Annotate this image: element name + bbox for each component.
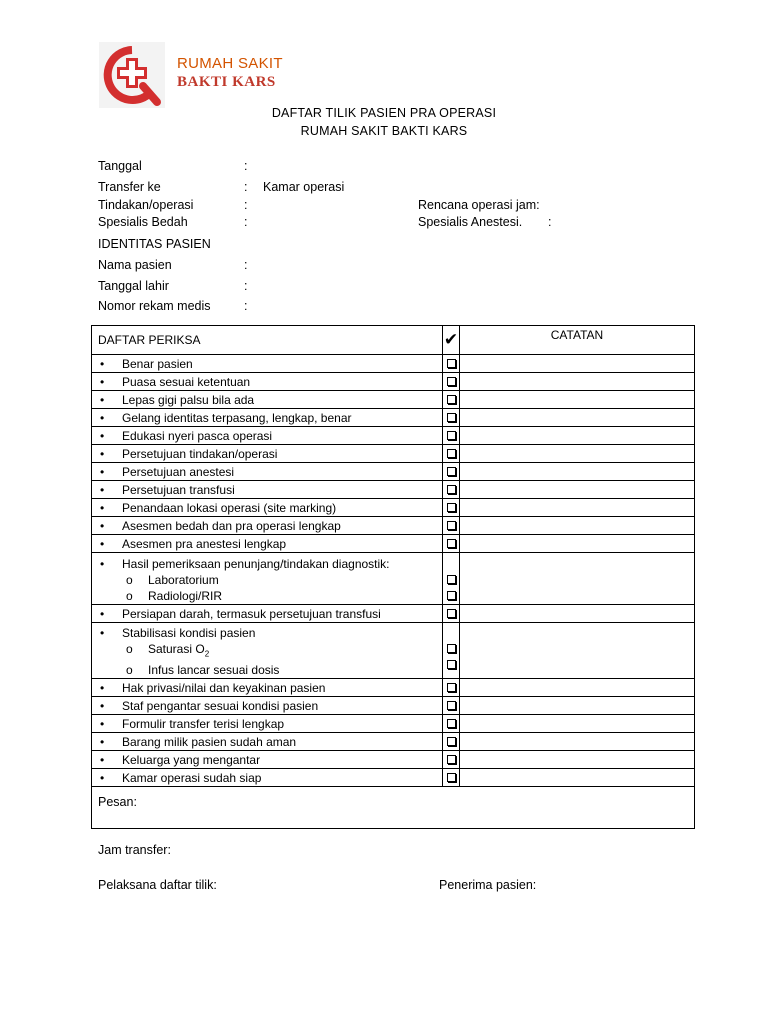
notes-cell[interactable] <box>460 679 695 697</box>
checkbox[interactable] <box>447 449 456 458</box>
table-row <box>92 445 695 463</box>
bullet: • <box>100 698 105 713</box>
item-label: Stabilisasi kondisi pasien <box>122 626 256 640</box>
document-title: DAFTAR TILIK PASIEN PRA OPERASI <box>271 106 497 120</box>
table-row <box>92 553 695 605</box>
checkbox[interactable] <box>447 503 456 512</box>
checkbox[interactable] <box>447 395 456 404</box>
label-tanggal: Tanggal <box>98 159 142 173</box>
document-subtitle: RUMAH SAKIT BAKTI KARS <box>300 124 468 138</box>
table-row <box>92 623 695 679</box>
label-tanggal-lahir: Tanggal lahir <box>98 279 169 293</box>
item-label: Hak privasi/nilai dan keyakinan pasien <box>122 680 326 695</box>
checkbox[interactable] <box>447 359 456 368</box>
label-nomor-rekam-medis: Nomor rekam medis <box>98 299 211 313</box>
item-label: Formulir transfer terisi lengkap <box>122 716 285 731</box>
checkbox[interactable] <box>447 644 456 653</box>
label-tindakan: Tindakan/operasi <box>98 198 194 212</box>
checkbox[interactable] <box>447 773 456 782</box>
item-label: Edukasi nyeri pasca operasi <box>122 428 273 443</box>
item-label: Keluarga yang mengantar <box>122 752 261 767</box>
bullet: • <box>100 446 105 461</box>
checkbox[interactable] <box>447 683 456 692</box>
checkbox[interactable] <box>447 609 456 618</box>
sub-bullet: o <box>126 573 133 587</box>
label-nama-pasien: Nama pasien <box>98 258 172 272</box>
table-row <box>92 733 695 751</box>
item-label: Puasa sesuai ketentuan <box>122 374 251 389</box>
table-row <box>92 409 695 427</box>
notes-cell[interactable] <box>460 499 695 517</box>
checkbox[interactable] <box>447 431 456 440</box>
label-penerima: Penerima pasien: <box>439 878 537 892</box>
bullet: • <box>100 752 105 767</box>
bullet: • <box>100 680 105 695</box>
table-row <box>92 535 695 553</box>
bullet: • <box>100 374 105 389</box>
sub-bullet: o <box>126 663 133 678</box>
notes-cell[interactable] <box>460 409 695 427</box>
item-label: Barang milik pasien sudah aman <box>122 734 297 749</box>
colon: : <box>244 279 248 293</box>
label-jam-transfer: Jam transfer: <box>98 843 171 857</box>
table-row <box>92 481 695 499</box>
pesan-label[interactable]: Pesan: <box>92 787 695 829</box>
notes-cell[interactable] <box>460 553 695 605</box>
pesan-row <box>92 787 695 829</box>
bullet: • <box>100 356 105 371</box>
checkbox[interactable] <box>447 521 456 530</box>
checkbox[interactable] <box>447 719 456 728</box>
bullet: • <box>100 734 105 749</box>
checkbox[interactable] <box>447 575 456 584</box>
bullet: • <box>100 770 105 785</box>
checkbox[interactable] <box>447 467 456 476</box>
item-label: Persetujuan tindakan/operasi <box>122 446 278 461</box>
table-row <box>92 355 695 373</box>
sub-bullet: o <box>126 642 133 656</box>
colon: : <box>244 258 248 272</box>
colon: : <box>244 180 248 194</box>
notes-cell[interactable] <box>460 715 695 733</box>
checkbox[interactable] <box>447 591 456 600</box>
table-row <box>92 499 695 517</box>
colon: : <box>244 198 248 212</box>
notes-cell[interactable] <box>460 733 695 751</box>
item-label: Laboratorium <box>148 573 219 587</box>
table-row <box>92 391 695 409</box>
table-row <box>92 751 695 769</box>
table-row <box>92 517 695 535</box>
colon: : <box>244 159 248 173</box>
item-label: Saturasi O <box>148 642 205 656</box>
label-transfer-ke: Transfer ke <box>98 180 161 194</box>
subscript: 2 <box>204 649 210 659</box>
checkmark-icon: ✔ <box>443 326 460 355</box>
notes-cell[interactable] <box>460 697 695 715</box>
item-label: Asesmen pra anestesi lengkap <box>122 536 287 551</box>
sub-bullet: o <box>126 589 133 603</box>
notes-cell[interactable] <box>460 427 695 445</box>
label-rencana-operasi: Rencana operasi jam: <box>418 198 540 212</box>
hospital-logo-icon <box>99 42 165 108</box>
bullet: • <box>100 500 105 515</box>
table-row <box>92 679 695 697</box>
bullet: • <box>100 557 105 571</box>
item-label: Kamar operasi sudah siap <box>122 770 262 785</box>
label-pelaksana: Pelaksana daftar tilik: <box>98 878 217 892</box>
bullet: • <box>100 410 105 425</box>
notes-cell[interactable] <box>460 463 695 481</box>
notes-cell[interactable] <box>460 373 695 391</box>
header-catatan: CATATAN <box>460 326 695 355</box>
section-identitas: IDENTITAS PASIEN <box>98 237 211 251</box>
logo-text <box>177 55 283 91</box>
bullet: • <box>100 392 105 407</box>
notes-cell[interactable] <box>460 623 695 679</box>
label-spesialis-bedah: Spesialis Bedah <box>98 215 188 229</box>
bullet: • <box>100 626 105 640</box>
bullet: • <box>100 518 105 533</box>
item-label: Staf pengantar sesuai kondisi pasien <box>122 698 319 713</box>
item-label: Gelang identitas terpasang, lengkap, benar <box>122 410 352 425</box>
bullet: • <box>100 606 105 621</box>
notes-cell[interactable] <box>460 535 695 553</box>
notes-cell[interactable] <box>460 481 695 499</box>
checkbox[interactable] <box>447 539 456 548</box>
item-label: Lepas gigi palsu bila ada <box>122 392 255 407</box>
notes-cell[interactable] <box>460 391 695 409</box>
header-daftar-periksa: DAFTAR PERIKSA <box>92 326 443 355</box>
notes-cell[interactable] <box>460 605 695 623</box>
item-label: Persetujuan transfusi <box>122 482 235 497</box>
notes-cell[interactable] <box>460 751 695 769</box>
item-label: Benar pasien <box>122 356 193 371</box>
colon: : <box>244 215 248 229</box>
checkbox[interactable] <box>447 413 456 422</box>
item-label: Penandaan lokasi operasi (site marking) <box>122 500 337 515</box>
table-row <box>92 715 695 733</box>
item-label: Persetujuan anestesi <box>122 464 235 479</box>
notes-cell[interactable] <box>460 445 695 463</box>
table-row <box>92 769 695 787</box>
checklist-table <box>91 325 695 829</box>
bullet: • <box>100 716 105 731</box>
value-transfer-ke: Kamar operasi <box>263 180 345 194</box>
table-row <box>92 605 695 623</box>
bullet: • <box>100 482 105 497</box>
notes-cell[interactable] <box>460 517 695 535</box>
checkbox[interactable] <box>447 755 456 764</box>
checkbox[interactable] <box>447 485 456 494</box>
logo-line-1: RUMAH SAKIT <box>177 55 283 72</box>
table-row <box>92 463 695 481</box>
label-spesialis-anestesi: Spesialis Anestesi. <box>418 215 523 229</box>
checkbox[interactable] <box>447 660 456 669</box>
item-label: Persiapan darah, termasuk persetujuan transfusi <box>122 606 381 621</box>
table-row <box>92 427 695 445</box>
bullet: • <box>100 536 105 551</box>
checkbox[interactable] <box>447 377 456 386</box>
checkbox[interactable] <box>447 701 456 710</box>
table-header-row <box>92 326 695 355</box>
item-label: Infus lancar sesuai dosis <box>148 663 280 678</box>
logo-line-2: BAKTI KARS <box>177 74 276 90</box>
notes-cell[interactable] <box>460 769 695 787</box>
table-row <box>92 373 695 391</box>
bullet: • <box>100 464 105 479</box>
notes-cell[interactable] <box>460 355 695 373</box>
colon: : <box>244 299 248 313</box>
bullet: • <box>100 428 105 443</box>
item-label: Hasil pemeriksaan penunjang/tindakan diagnostik: <box>122 557 390 571</box>
item-label: Asesmen bedah dan pra operasi lengkap <box>122 518 341 533</box>
colon: : <box>548 215 552 229</box>
checkbox[interactable] <box>447 737 456 746</box>
table-row <box>92 697 695 715</box>
item-label: Radiologi/RIR <box>148 589 223 603</box>
